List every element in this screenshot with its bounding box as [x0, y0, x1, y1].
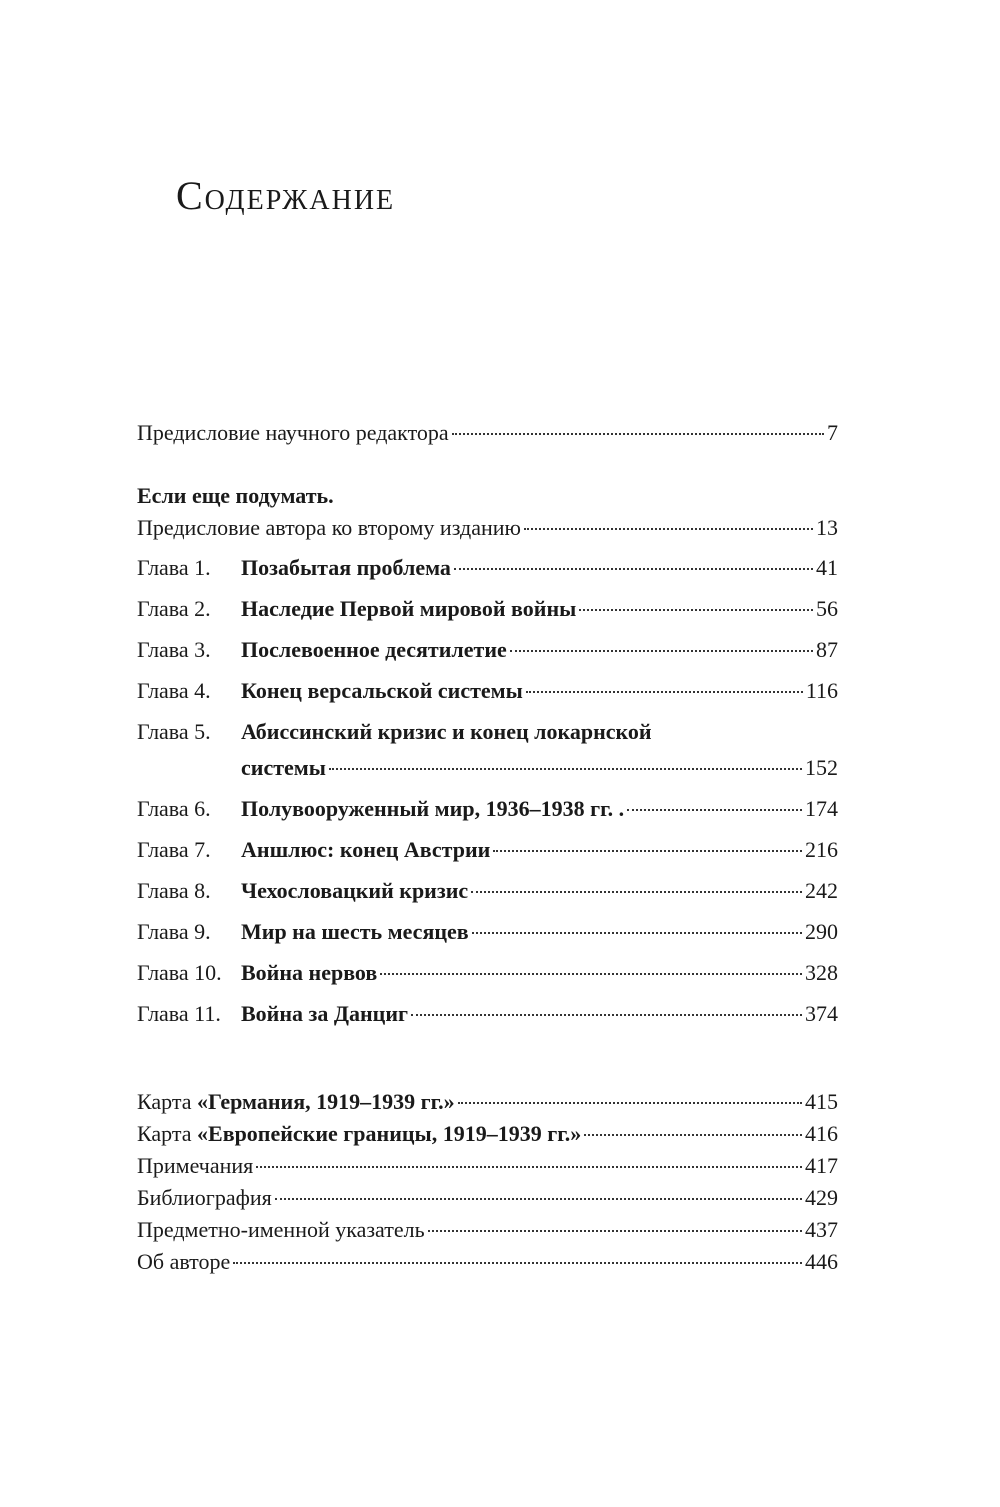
dot-leader: [584, 1134, 802, 1136]
toc-entry-chapter-4[interactable]: [137, 678, 838, 719]
chapter-number: Глава 6.: [137, 796, 211, 821]
toc-page-number: 328: [805, 960, 838, 985]
dot-leader: [428, 1230, 802, 1232]
dot-leader: [452, 433, 824, 435]
toc-page-number: 152: [805, 755, 838, 780]
toc-page-number: 437: [805, 1217, 838, 1242]
dot-leader: [233, 1262, 802, 1264]
toc-page-number: 41: [816, 555, 838, 580]
dot-leader: [471, 891, 802, 893]
toc-entry-label: Предисловие автора ко второму изданию: [137, 515, 521, 540]
dot-leader: [380, 973, 802, 975]
dot-leader: [510, 650, 813, 652]
toc-entry-map-germany[interactable]: [137, 1089, 838, 1121]
chapter-number: Глава 7.: [137, 837, 211, 862]
toc-page-number: 7: [827, 420, 838, 445]
toc-page-number: 415: [805, 1089, 838, 1114]
chapter-title: Послевоенное десятилетие: [241, 637, 507, 662]
toc-entry-chapter-1[interactable]: [137, 555, 838, 596]
chapter-title: Мир на шесть месяцев: [241, 919, 469, 944]
toc-entry-chapter-10[interactable]: [137, 960, 838, 1001]
chapter-number: Глава 11.: [137, 1001, 221, 1026]
chapter-title: Конец версальской системы: [241, 678, 523, 703]
chapter-number: Глава 10.: [137, 960, 222, 985]
toc-entry-label: Об авторе: [137, 1249, 231, 1274]
toc-page-number: 446: [805, 1249, 838, 1274]
page-title: Содержание: [176, 173, 396, 218]
toc-entry-label: Библиография: [137, 1185, 272, 1210]
dot-leader: [329, 768, 802, 770]
chapter-title: Война нервов: [241, 960, 378, 985]
toc-page-number: 242: [805, 878, 838, 903]
toc-page-number: 13: [816, 515, 838, 540]
toc-page-number: 374: [805, 1001, 838, 1026]
chapter-title: Аншлюс: конец Австрии: [241, 837, 491, 862]
toc-page-number: 417: [805, 1153, 838, 1178]
dot-leader: [472, 932, 802, 934]
chapter-title: Позабытая проблема: [241, 555, 451, 580]
toc-entry-about-author[interactable]: [137, 1249, 838, 1281]
dot-leader: [579, 609, 813, 611]
toc-main-section: [137, 483, 838, 1042]
toc-entry-chapter-8[interactable]: [137, 878, 838, 919]
section-heading: Если еще подумать.: [137, 483, 334, 508]
dot-leader: [526, 691, 803, 693]
toc-entry-author-preface[interactable]: [137, 515, 838, 555]
toc-entry-chapter-9[interactable]: [137, 919, 838, 960]
toc-entry-chapter-3[interactable]: [137, 637, 838, 678]
toc-page-number: 290: [805, 919, 838, 944]
toc-entry-bibliography[interactable]: [137, 1185, 838, 1217]
chapter-number: Глава 4.: [137, 678, 211, 703]
toc-entry-chapter-11[interactable]: [137, 1001, 838, 1042]
dot-leader: [458, 1102, 802, 1104]
toc-entry-label: Предметно-именной указатель: [137, 1217, 425, 1242]
toc-entry-label: «Европейские границы, 1919–1939 гг.»: [197, 1121, 582, 1146]
toc-entry-chapter-6[interactable]: [137, 796, 838, 837]
toc-page-number: 116: [805, 678, 838, 703]
dot-leader: [256, 1166, 802, 1168]
toc-entry-index[interactable]: [137, 1217, 838, 1249]
toc-entry-chapter-5-line2[interactable]: [137, 755, 838, 796]
chapter-number: Глава 5.: [137, 719, 211, 744]
toc-entry-map-borders[interactable]: [137, 1121, 838, 1153]
chapter-number: Глава 2.: [137, 596, 211, 621]
toc-page-number: 56: [816, 596, 838, 621]
toc-page-number: 216: [805, 837, 838, 862]
chapter-title: Полувооруженный мир, 1936–1938 гг. .: [241, 796, 625, 821]
toc-page-number: 429: [805, 1185, 838, 1210]
dot-leader: [493, 850, 802, 852]
toc-page-number: 416: [805, 1121, 838, 1146]
dot-leader: [454, 568, 813, 570]
chapter-number: Глава 9.: [137, 919, 211, 944]
chapter-title: Абиссинский кризис и конец локарнской: [241, 719, 652, 744]
chapter-title: Чехословацкий кризис: [241, 878, 469, 903]
dot-leader: [524, 528, 813, 530]
toc-entry-label: «Германия, 1919–1939 гг.»: [197, 1089, 455, 1114]
toc-entry-editor-preface[interactable]: [137, 420, 838, 446]
toc-page-number: 174: [805, 796, 838, 821]
toc-preface-section: [137, 420, 838, 446]
chapter-number: Глава 1.: [137, 555, 211, 580]
chapter-title: Война за Данциг: [241, 1001, 409, 1026]
toc-entry-chapter-2[interactable]: [137, 596, 838, 637]
toc-entry-notes[interactable]: [137, 1153, 838, 1185]
dot-leader: [275, 1198, 802, 1200]
toc-entry-chapter-5-line1[interactable]: [137, 719, 838, 755]
toc-entry-chapter-7[interactable]: [137, 837, 838, 878]
chapter-title-continuation: системы: [241, 755, 326, 780]
toc-page-number: 87: [816, 637, 838, 662]
toc-entry-prefix: Карта: [137, 1121, 198, 1146]
toc-entry-label: Предисловие научного редактора: [137, 420, 449, 445]
chapter-number: Глава 3.: [137, 637, 211, 662]
chapter-number: Глава 8.: [137, 878, 211, 903]
toc-entry-prefix: Карта: [137, 1089, 198, 1114]
toc-entry-label: Примечания: [137, 1153, 254, 1178]
toc-back-matter-section: [137, 1089, 838, 1281]
chapter-title: Наследие Первой мировой войны: [241, 596, 577, 621]
dot-leader: [411, 1014, 802, 1016]
dot-leader: [627, 809, 802, 811]
